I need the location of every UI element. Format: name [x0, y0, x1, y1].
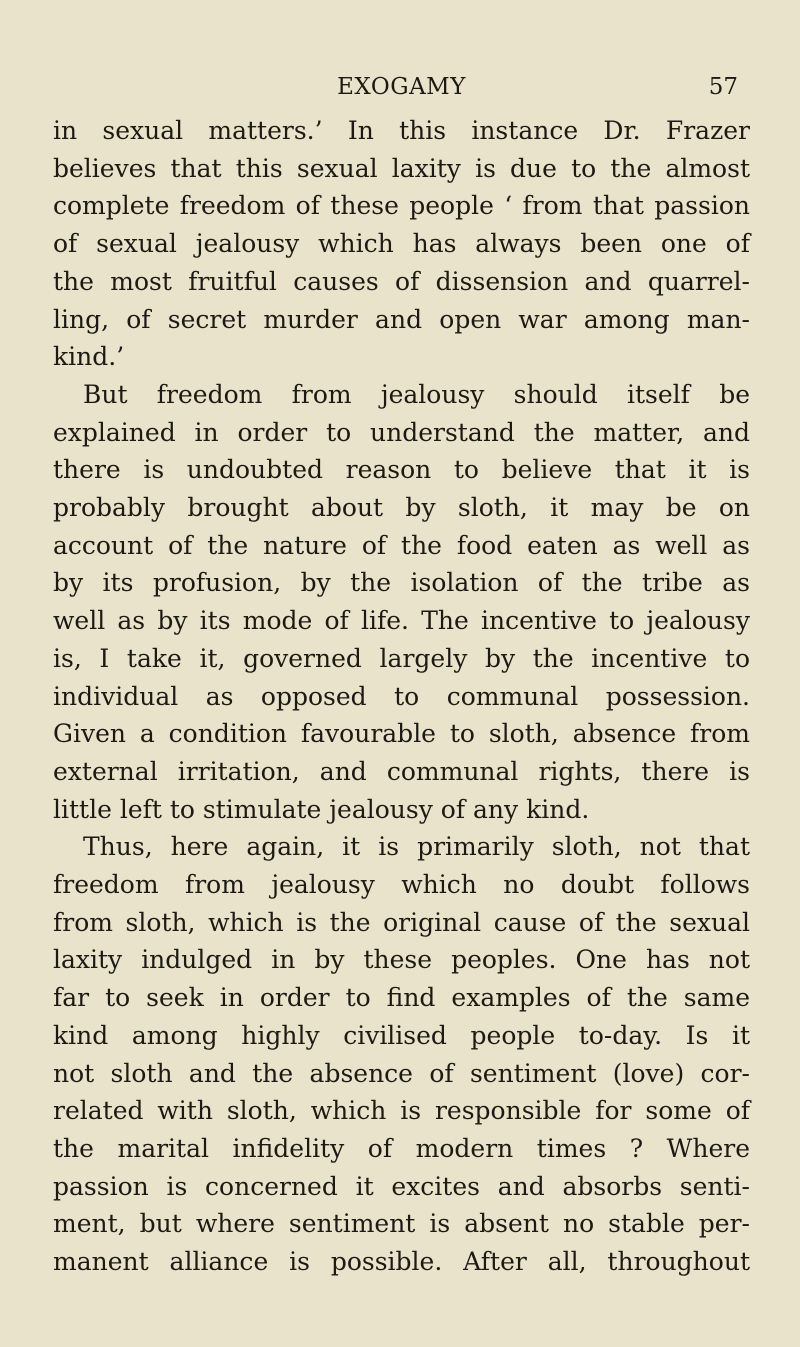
- text-line: there is undoubted reason to believe that it is: [53, 455, 750, 485]
- body-text: [53, 112, 750, 1281]
- text-line: laxity indulged in by these peoples. One has not: [53, 945, 750, 975]
- text-line: related with sloth, which is responsible for some of: [53, 1096, 750, 1126]
- page-number: 57: [708, 74, 738, 100]
- text-line: kind.’: [53, 342, 125, 372]
- text-line: believes that this sexual laxity is due to the almost: [53, 153, 750, 183]
- text-line: complete freedom of these people ‘ from that passion: [53, 191, 750, 221]
- text-line: the most fruitful causes of dissension and quarrel-: [53, 266, 750, 296]
- text-line: explained in order to understand the matter, and: [53, 417, 750, 447]
- text-line: passion is concerned it excites and absorbs senti-: [53, 1171, 750, 1201]
- chapter-title: EXOGAMY: [337, 74, 466, 100]
- text-line: account of the nature of the food eaten as well as: [53, 530, 750, 560]
- text-line: individual as opposed to communal possession.: [53, 681, 750, 711]
- text-line: Given a condition favourable to sloth, absence from: [53, 719, 750, 749]
- text-line: in sexual matters.’ In this instance Dr. Frazer: [53, 116, 750, 145]
- text-line: little left to stimulate jealousy of any kind.: [53, 794, 590, 824]
- text-line: is, I take it, governed largely by the incentive to: [53, 643, 750, 673]
- text-line: of sexual jealousy which has always been one of: [53, 229, 750, 259]
- text-line: the marital infidelity of modern times ? Where: [53, 1133, 750, 1163]
- text-line: ling, of secret murder and open war among man-: [53, 304, 750, 334]
- text-line: by its profusion, by the isolation of the tribe as: [53, 568, 750, 598]
- text-line: kind among highly civilised people to-day. Is it: [53, 1020, 750, 1050]
- text-line: manent alliance is possible. After all, throughout: [53, 1247, 750, 1277]
- text-line: freedom from jealousy which no doubt follows: [53, 870, 750, 900]
- text-line: external irritation, and communal rights, there is: [53, 756, 750, 786]
- text-line: But freedom from jealousy should itself be: [83, 379, 750, 409]
- text-line: probably brought about by sloth, it may be on: [53, 493, 750, 523]
- text-line: Thus, here again, it is primarily sloth, not that: [83, 832, 750, 862]
- running-head: [53, 68, 750, 102]
- text-line: not sloth and the absence of sentiment (love) cor-: [53, 1058, 750, 1088]
- text-line: from sloth, which is the original cause of the sexual: [53, 907, 750, 937]
- text-line: ment, but where sentiment is absent no stable per-: [53, 1209, 750, 1239]
- text-line: far to seek in order to find examples of the same: [53, 983, 750, 1013]
- text-line: well as by its mode of life. The incentive to jealousy: [53, 606, 750, 636]
